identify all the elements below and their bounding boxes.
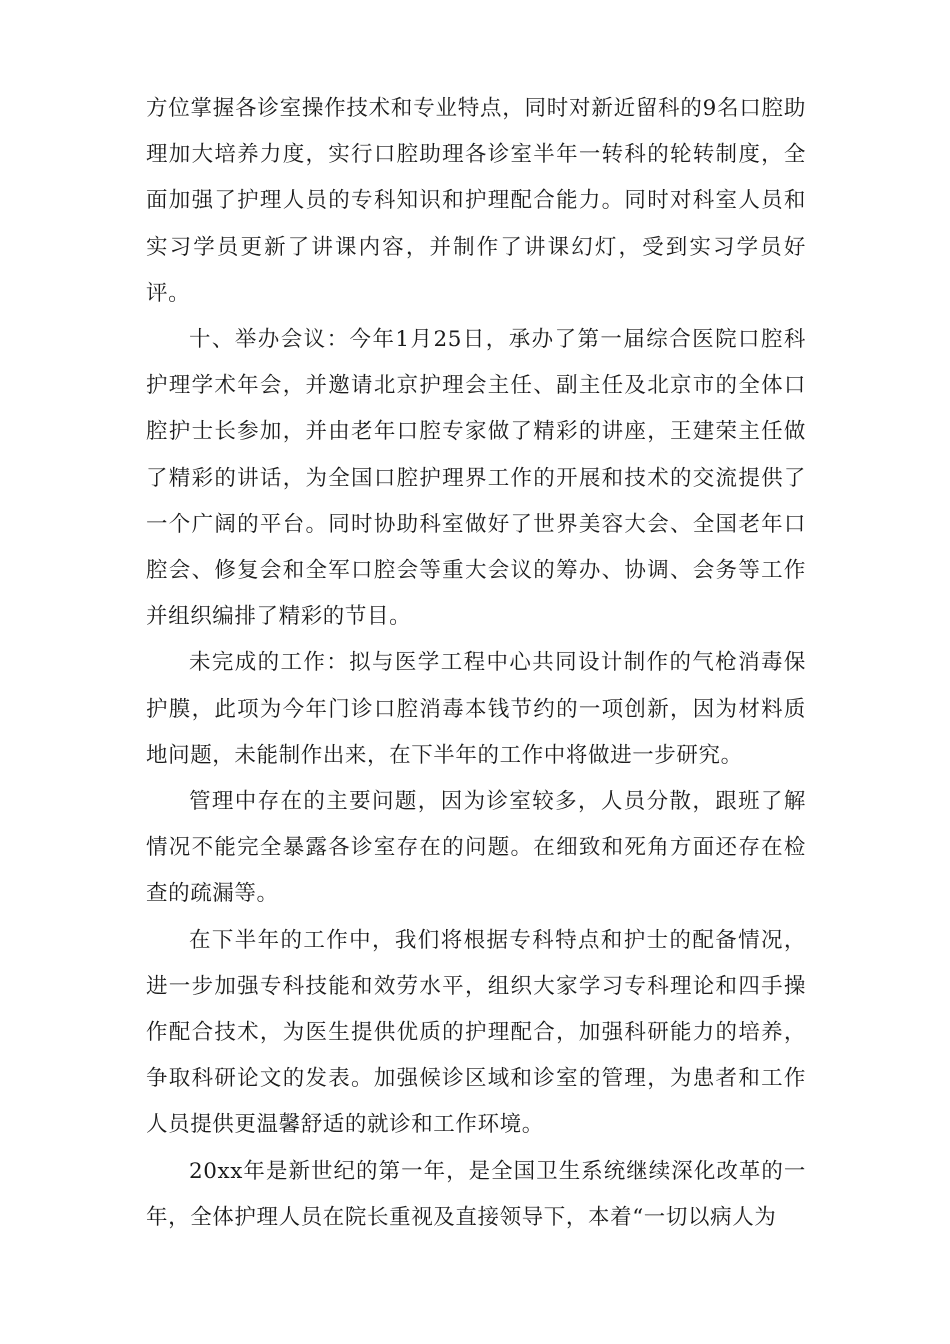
paragraph-unfinished-work: 未完成的工作：拟与医学工程中心共同设计制作的气枪消毒保护膜，此项为今年门诊口腔消毒本钱节约的一项创新，因为材料质地问题，未能制作出来，在下半年的工作中将做进一步研究。	[146, 650, 806, 768]
document-body	[146, 86, 806, 1241]
paragraph-management-issues: 管理中存在的主要问题，因为诊室较多，人员分散，跟班了解情况不能完全暴露各诊室存在的问题。在细致和死角方面还存在检查的疏漏等。	[146, 789, 806, 907]
paragraph-new-year: 20xx年是新世纪的第一年，是全国卫生系统继续深化改革的一年，全体护理人员在院长重视及直接领导下，本着“一切以病人为	[146, 1158, 806, 1230]
paragraph-continued: 方位掌握各诊室操作技术和专业特点，同时对新近留科的9名口腔助理加大培养力度，实行口腔助理各诊室半年一转科的轮转制度，全面加强了护理人员的专科知识和护理配合能力。同时对科室人员和实习学员更新了讲课内容，并制作了讲课幻灯，受到实习学员好评。	[146, 96, 806, 306]
paragraph-next-half-plan: 在下半年的工作中，我们将根据专科特点和护士的配备情况，进一步加强专科技能和效劳水平，组织大家学习专科理论和四手操作配合技术，为医生提供优质的护理配合，加强科研能力的培养，争取科研论文的发表。加强候诊区域和诊室的管理，为患者和工作人员提供更温馨舒适的就诊和工作环境。	[146, 927, 806, 1138]
paragraph-meeting: 十、举办会议：今年1月25日，承办了第一届综合医院口腔科护理学术年会，并邀请北京护理会主任、副主任及北京市的全体口腔护士长参加，并由老年口腔专家做了精彩的讲座，王建荣主任做了精彩的讲话，为全国口腔护理界工作的开展和技术的交流提供了一个广阔的平台。同时协助科室做好了世界美容大会、全国老年口腔会、修复会和全军口腔会等重大会议的筹办、协调、会务等工作并组织编排了精彩的节目。	[146, 327, 806, 630]
